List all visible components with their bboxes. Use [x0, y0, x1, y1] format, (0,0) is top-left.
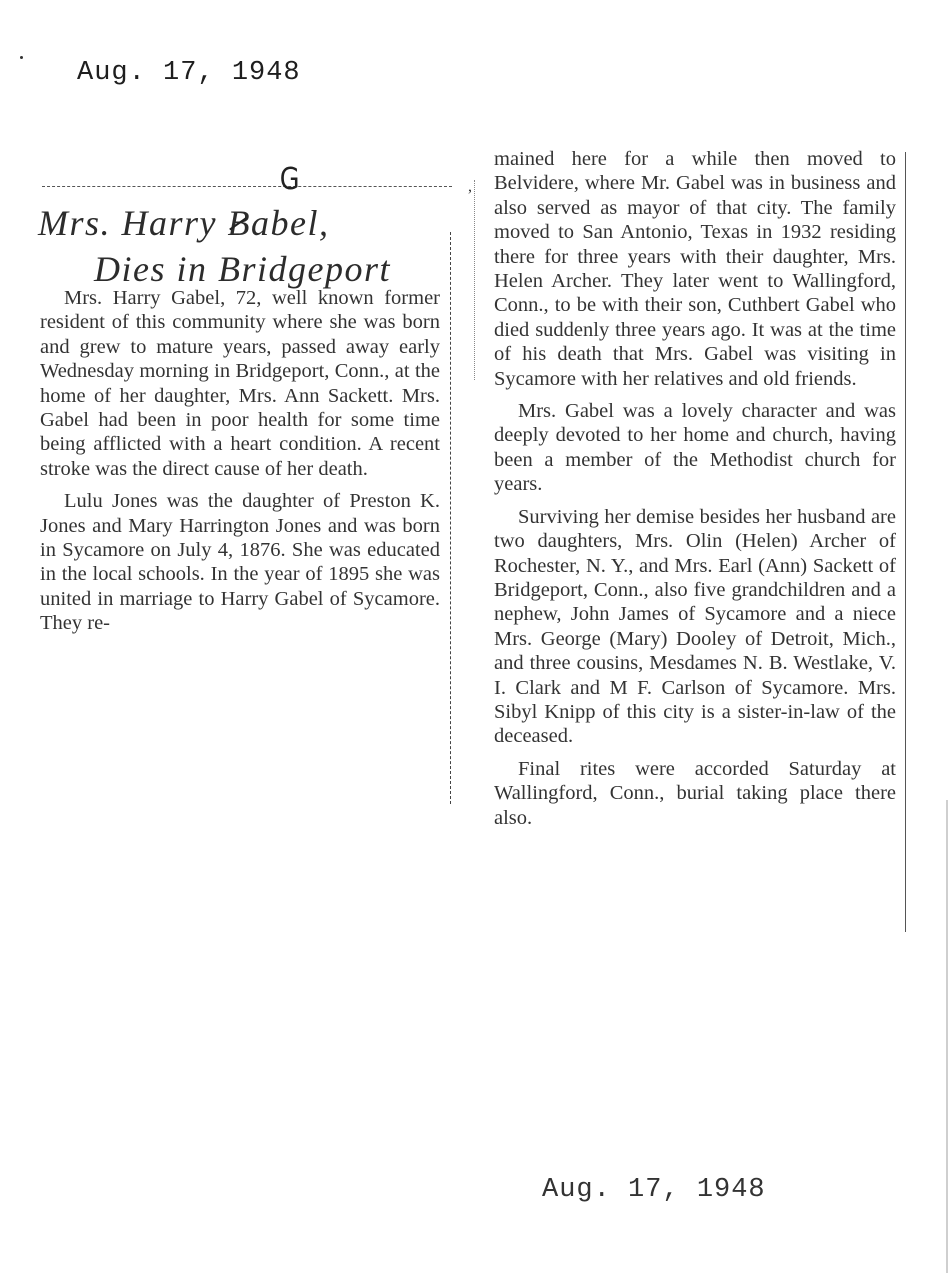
- page-edge: [946, 800, 948, 1273]
- column-divider-right: [905, 152, 906, 932]
- handwritten-correction: G: [279, 162, 300, 197]
- paragraph-continued: mained here for a while then moved to Belvidere, where Mr. Gabel was in business and also served as mayor of that city. The family moved to San Antonio, Texas in 1932 residing there for three years with their daughter, Mrs. Helen Archer. They later went to Wallingford, Conn., to be with their son, Cuthbert Gabel who died suddenly three years ago. It was at the time of his death that Mrs. Gabel was visiting in Sycamore with her relatives and old friends.: [494, 148, 896, 390]
- headline-line-2: Dies in Bridgeport: [94, 249, 391, 289]
- headline: [38, 200, 448, 292]
- column-divider-faint: [474, 180, 475, 380]
- paragraph: Lulu Jones was the daughter of Preston K. Jones and Mary Harrington Jones and was born in Sycamore on July 4, 1876. She was educated in the local schools. In the year of 1895 she was united in marriage to Harry Gabel of Sycamore. They re-: [40, 490, 440, 635]
- scan-speck: [20, 56, 23, 59]
- typed-date-top: Aug. 17, 1948: [77, 58, 301, 88]
- typed-date-bottom: Aug. 17, 1948: [542, 1175, 766, 1205]
- article-column-left: [40, 286, 440, 636]
- headline-suffix: abel,: [251, 203, 330, 243]
- clipping-top-rule: [42, 186, 452, 187]
- headline-prefix: Mrs. Harry: [38, 203, 228, 243]
- paragraph: Surviving her demise besides her husband are two daughters, Mrs. Olin (Helen) Archer of Rochester, N. Y., and Mrs. Earl (Ann) Sackett of Bridgeport, Conn., also five grandchildren and a nephew, John James of Sycamore and a niece Mrs. George (Mary) Dooley of Detroit, Mich., and three cousins, Mesdames N. B. Westlake, V. I. Clark and M F. Carlson of Sycamore. Mrs. Sibyl Knipp of this city is a sister-in-law of the deceased.: [494, 505, 896, 748]
- column-divider-left: [450, 232, 451, 804]
- scan-mark: ,: [468, 178, 472, 195]
- paragraph: Mrs. Harry Gabel, 72, well known former resident of this community where she was born and grew to mature years, passed away early Wednesday morning in Bridgeport, Conn., at the home of her daughter, Mrs. Ann Sackett. Mrs. Gabel had been in poor health for some time being afflicted with a heart condition. A recent stroke was the direct cause of her death.: [40, 287, 440, 480]
- paragraph: Final rites were accorded Saturday at Wallingford, Conn., burial taking place there also.: [494, 757, 896, 829]
- paragraph: Mrs. Gabel was a lovely character and was deeply devoted to her home and church, having been a member of the Methodist church for years.: [494, 400, 896, 496]
- headline-line-1: [38, 200, 448, 246]
- struck-letter: B: [227, 203, 252, 243]
- article-column-right: [494, 147, 896, 830]
